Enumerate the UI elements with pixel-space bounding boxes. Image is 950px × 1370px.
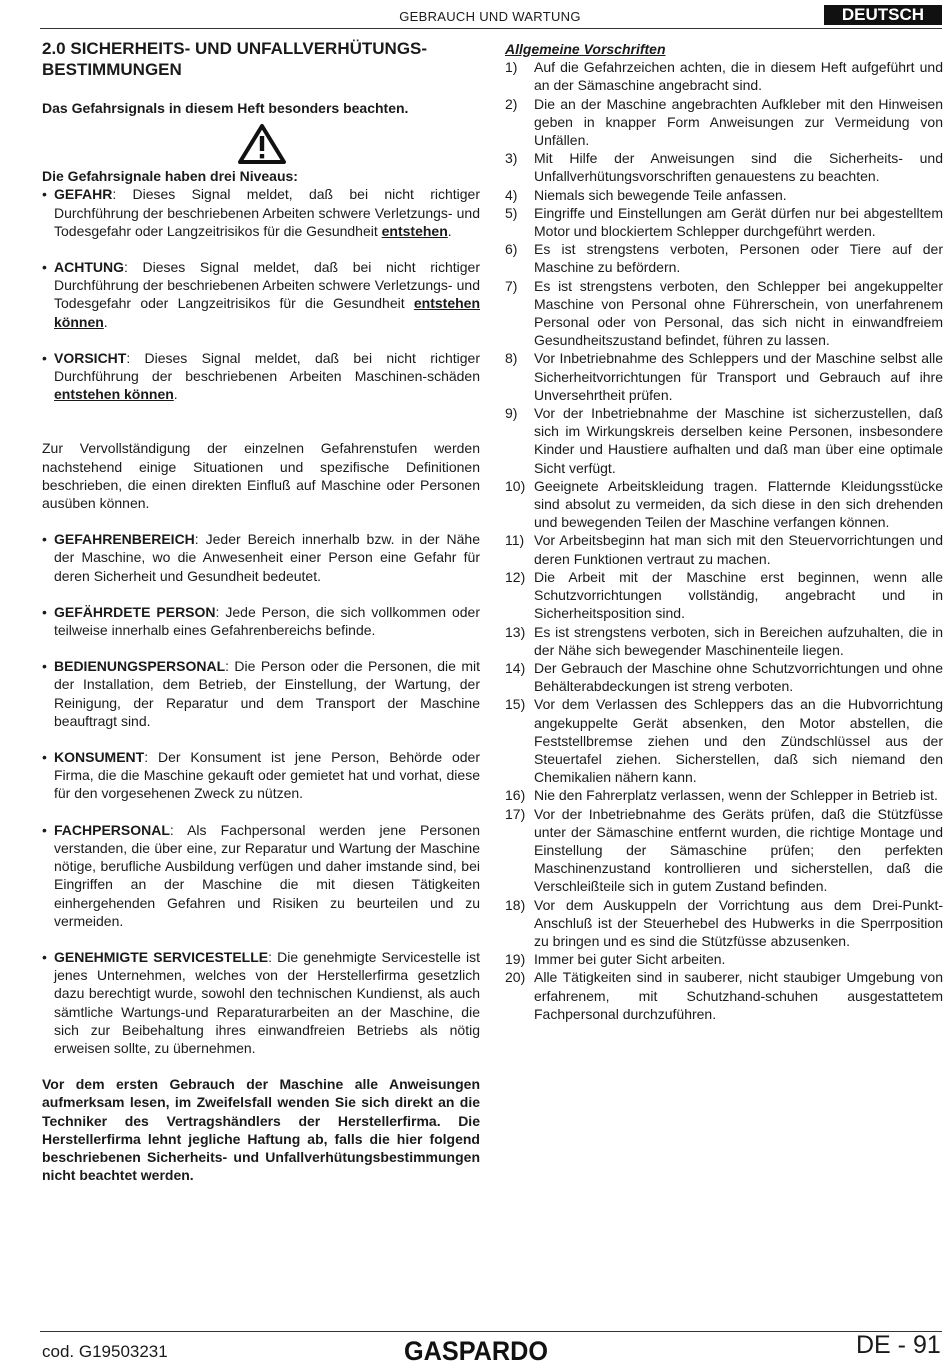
definition-fachpersonal: • FACHPERSONAL: Als Fachpersonal werden jene Personen verstanden, die über eine, zur Reparatur und Wartung der Maschine nötige, berufliche Ausbildung verfügen und daher imstande sind, bei Eingriffen an der Maschine die mit diesen Tätigkeiten einhergehenden Gefahren und Risiken zu beurteilen und zu vermeiden. [42,821,480,929]
header-divider [40,28,942,29]
general-rules-list [505,58,943,1023]
language-badge: DEUTSCH [824,5,942,25]
list-item: 13) Es ist strengstens verboten, sich in Bereichen aufzuhalten, die in der Nähe sich bewegender Maschinenteile liegen. [505,623,943,658]
list-item: 7) Es ist strengstens verboten, den Schlepper bei angekuppelter Maschine von Personal ohne Führerschein, von unerfahrenem Personal oder von Personal, das sich nicht in einwandfreiem Gesundheitszustand befindet, führen zu lassen. [505,277,943,349]
list-item: 19) Immer bei guter Sicht arbeiten. [505,951,726,968]
levels-heading: Die Gefahrsignale haben drei Niveaus: [42,168,298,185]
definition-konsument: • KONSUMENT: Der Konsument ist jene Person, Behörde oder Firma, die die Maschine gekauft oder gemietet hat und vorhat, diese für den vorgesehenen Zweck zu nützen. [42,749,480,802]
level-achtung: • ACHTUNG: Dieses Signal meldet, daß bei nicht richtiger Durchführung der beschriebenen Arbeiten schwere Verletzungs- und Todesgefahr oder Langzeitrisikos für die Gesundheit entstehen können. [42,259,480,330]
gaspardo-logo [402,1334,550,1366]
list-item: 20) Alle Tätigkeiten sind in sauberer, nicht staubiger Umgebung von erfahrenem, mit Schutzhand-schuhen ausgestattetem Fachpersonal durchzuführen. [505,969,943,1022]
section-title [42,38,480,80]
list-item: 16) Nie den Fahrerplatz verlassen, wenn der Schlepper in Betrieb ist. [505,787,938,804]
definition-bedienungspersonal: • BEDIENUNGSPERSONAL: Die Person oder die Personen, die mit der Installation, dem Betrieb, der Einstellung, der Wartung, der Reinigung, der Reparatur und dem Transport der Maschine beauftragt sind. [42,658,480,729]
section-title-line2: BESTIMMUNGEN [42,60,182,79]
section-title-line1: 2.0 SICHERHEITS- UND UNFALLVERHÜTUNGS- [42,39,428,58]
list-item: 10) Geeignete Arbeitskleidung tragen. Flatternde Kleidungsstücke sind absolut zu vermeiden, da sich diese in den sich drehenden und bewegenden Teilen der Maschine verfangen können. [505,477,943,531]
list-item: 14) Der Gebrauch der Maschine ohne Schutzvorrichtungen und ohne Behälterabdeckungen ist streng verboten. [505,659,943,695]
document-code: cod. G19503231 [42,1342,168,1361]
list-item: 3) Mit Hilfe der Anweisungen sind die Sicherheits- und Unfallverhütungsvorschriften genauestens zu beachten. [505,150,943,185]
list-item: 2) Die an der Maschine angebrachten Aufkleber mit den Hinweisen geben in knapper Form Anweisungen zur Vermeidung von Unfällen. [505,95,943,149]
list-item: 4) Niemals sich bewegende Teile anfassen. [505,186,787,203]
definition-gefaehrdete-person: • GEFÄHRDETE PERSON: Jede Person, die sich vollkommen oder teilweise innerhalb eines Gefahrenbereichs befinde. [42,603,481,639]
list-item: 18) Vor dem Auskuppeln der Vorrichtung aus dem Drei-Punkt-Anschluß ist der Steuerhebel des Hubwerks in die Sperrposition zu bringen und es sind die Stützfüsse abzusenken. [505,896,943,949]
list-item: 17) Vor der Inbetriebnahme des Geräts prüfen, daß die Stützfüsse unter der Sämaschine entfernt wurden, die richtige Montage und Einstellung der Sämaschine prüfen; den perfekten Maschinenzustand kontrollieren und sicherstellen, daß die Verschleißteile sich in gutem Zustand befinden. [505,805,943,895]
closing-notice: Vor dem ersten Gebrauch der Maschine alle Anweisungen aufmerksam lesen, im Zweifelsfall wenden Sie sich direkt an die Techniker des Vertragshändlers der Herstellerfirma. Die Herstellerfirma lehnt jegliche Haftung ab, falls die hier folgend beschriebenen Sicherheits- und Unfallverhütungsbestimmungen nicht beachtet werden. [42,1076,480,1184]
left-column [42,38,480,1184]
definition-servicestelle: • GENEHMIGTE SERVICESTELLE: Die genehmigte Servicestelle ist jenes Unternehmen, welches von der Herstellerfirma gesetzlich dazu berechtigt wurde, sowohl den technischen Kundienst, als auch sämtliche Wartungs-und Reparaturarbeiten an der Maschine, die sich zur Beibehaltung ihres einwandfreien Betriebs als nötig erweisen sollte, zu übernehmen. [42,948,480,1056]
list-item: 6) Es ist strengstens verboten, Personen oder Tiere auf der Maschine zu befördern. [505,241,943,276]
completion-paragraph: Zur Vervollständigung der einzelnen Gefahrenstufen werden nachstehend einige Situationen und spezifische Definitionen beschrieben, die einen direkten Einfluß auf Maschine oder Personen ausüben können. [42,440,480,512]
warning-triangle-icon [237,123,287,165]
right-column [505,40,943,1023]
level-vorsicht: • VORSICHT: Dieses Signal meldet, daß bei nicht richtiger Durchführung der beschriebenen Arbeiten Maschinen-schäden entstehen können. [42,349,480,403]
list-item: 5) Eingriffe und Einstellungen am Gerät dürfen nur bei abgestelltem Motor und blockiertem Schlepper durchgeführt werden. [505,204,943,240]
level-gefahr: • GEFAHR: Dieses Signal meldet, daß bei nicht richtiger Durchführung der beschriebenen Arbeiten schwere Verletzungs- und Todesgefahr oder Langzeitrisikos für die Gesundheit entstehen. [42,186,480,239]
list-item: 8) Vor Inbetriebnahme des Schleppers und der Maschine selbst alle Sicherheitvorrichtungen für Transport und Gebrauch auf ihre Unversehrtheit prüfen. [505,350,943,403]
list-item: 9) Vor der Inbetriebnahme der Maschine ist sicherzustellen, daß sich im Wirkungskreis derselben keine Personen, insbesondere Kinder und Haustiere aufhalten und daß man über eine optimale Sicht verfügt. [505,405,943,476]
brand-wordmark: GASPARDO [404,1336,548,1366]
list-item: 15) Vor dem Verlassen des Schleppers das an die Hubvorrichtung angekuppelte Gerät absenken, den Motor abstellen, die Feststellbremse ziehen und den Zündschlüssel aus der Steuertafel ziehen. Sicherstellen, daß sich niemand den Chemikalien nähern kann. [505,696,943,786]
list-item: 1) Auf die Gefahrzeichen achten, die in diesem Heft aufgeführt und an der Sämaschine angebracht sind. [505,59,943,94]
footer-divider [40,1331,942,1332]
danger-intro: Das Gefahrsignals in diesem Heft besonders beachten. [42,100,409,116]
header-title: GEBRAUCH UND WARTUNG [399,9,581,24]
definition-gefahrenbereich: • GEFAHRENBEREICH: Jeder Bereich innerhalb bzw. in der Nähe der Maschine, wo die Anwesenheit einer Person eine Gefahr für deren Sicherheit und Gesundheit bedeutet. [42,531,480,584]
list-item: 11) Vor Arbeitsbeginn hat man sich mit den Steuervorrichtungen und deren Funktionen vertraut zu machen. [505,532,943,567]
list-item: 12) Die Arbeit mit der Maschine erst beginnen, wenn alle Schutzvorrichtungen vollständig, angebracht und in Sicherheitsposition sind. [505,568,943,622]
general-rules-heading: Allgemeine Vorschriften [505,41,666,57]
page-number: DE - 91 [856,1331,941,1359]
